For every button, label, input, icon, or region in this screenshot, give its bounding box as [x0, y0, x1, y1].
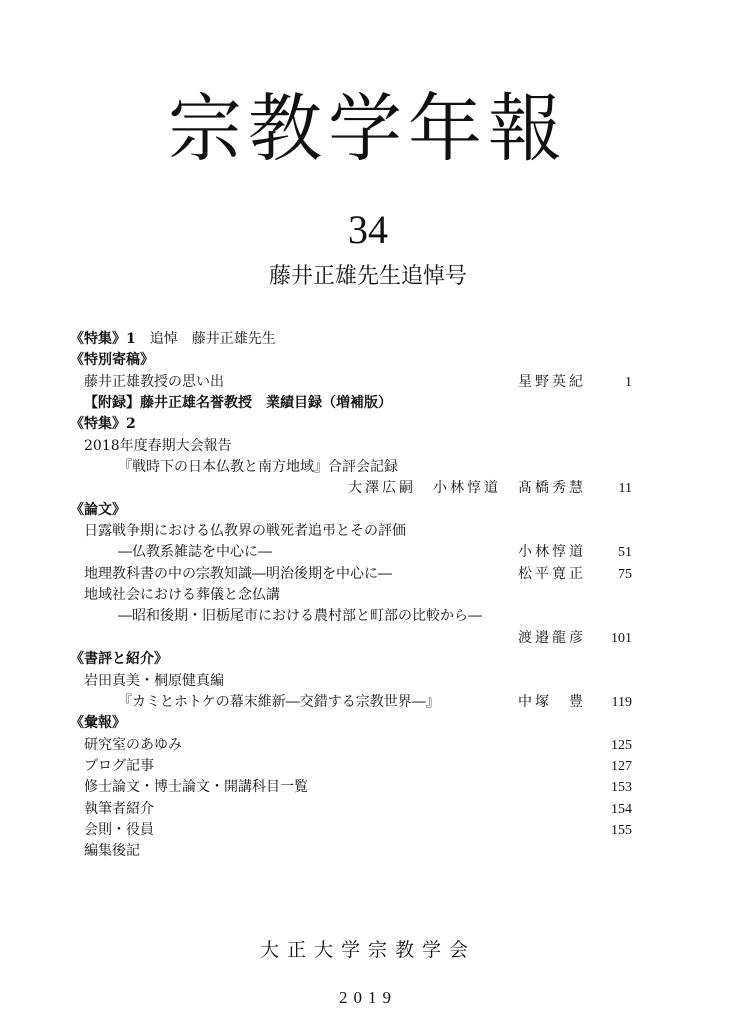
toc-entry	[70, 671, 636, 692]
toc-section-heading	[70, 329, 636, 350]
issue-subtitle: 藤井正雄先生追悼号	[268, 264, 467, 289]
toc-entry	[70, 564, 636, 585]
toc-entry	[70, 393, 636, 414]
toc-entry	[70, 820, 636, 841]
entry-title: 地域社会における葬儀と念仏講	[84, 587, 280, 604]
toc-entry	[70, 756, 636, 777]
entry-author: 中塚 豊	[518, 693, 586, 710]
section-label: 《論文》	[70, 501, 126, 518]
section-title: 追悼 藤井正雄先生	[135, 331, 276, 347]
entry-page-number: 125	[611, 737, 632, 753]
entry-title: ―昭和後期・旧栃尾市における農村部と町部の比較から―	[118, 608, 482, 625]
entry-title: 会則・役員	[84, 821, 154, 838]
entry-title: 【附録】藤井正雄名誉教授 業績目録（増補版）	[84, 395, 392, 412]
entry-page-number: 155	[611, 822, 632, 838]
entry-title: 執筆者紹介	[84, 800, 154, 817]
entry-author: 松平寛正	[518, 565, 586, 582]
entry-title: 編集後記	[84, 843, 140, 860]
volume-number: 34	[348, 207, 388, 252]
toc-entry	[70, 372, 636, 393]
section-label: 《特集》1	[70, 331, 136, 347]
section-label: 《書評と紹介》	[70, 651, 168, 668]
toc-entry	[70, 585, 636, 606]
publisher: 大正大学宗教学会	[259, 939, 476, 961]
toc-entry	[70, 436, 636, 457]
entry-author: 渡邉龍彦	[518, 629, 586, 646]
entry-title: 修士論文・博士論文・開講科目一覧	[84, 779, 308, 796]
section-label: 《特別寄稿》	[70, 352, 154, 369]
toc-entry	[70, 478, 636, 499]
entry-title: 研究室のあゆみ	[84, 736, 182, 753]
entry-page-number: 101	[611, 630, 632, 646]
toc-entry	[70, 542, 636, 563]
entry-title: 地理教科書の中の宗教知識―明治後期を中心に―	[84, 565, 392, 582]
entry-page-number: 75	[618, 566, 632, 582]
toc-entry	[70, 799, 636, 820]
toc-entry	[70, 777, 636, 798]
publication-year: 2019	[339, 988, 397, 1007]
entry-title: 『戦時下の日本仏教と南方地域』合評会記録	[118, 459, 398, 476]
entry-page-number: 127	[611, 758, 632, 774]
entry-page-number: 119	[611, 694, 632, 710]
toc-entry	[70, 521, 636, 542]
toc-entry	[70, 735, 636, 756]
entry-title: 藤井正雄教授の思い出	[84, 373, 224, 390]
toc-entry	[70, 628, 636, 649]
entry-page-number: 1	[625, 374, 632, 390]
table-of-contents	[70, 329, 636, 863]
entry-title: 日露戦争期における仏教界の戦死者追弔とその評価	[84, 523, 406, 540]
entry-page-number: 11	[618, 481, 632, 497]
entry-author: 大澤広嗣 小林惇道 髙橋秀慧	[348, 480, 586, 497]
entry-title: 岩田真美・桐原健真編	[84, 672, 224, 689]
entry-page-number: 51	[618, 545, 632, 561]
section-label: 《特集》2	[70, 416, 136, 433]
toc-entry	[70, 457, 636, 478]
entry-page-number: 153	[611, 780, 632, 796]
toc-entry	[70, 692, 636, 713]
journal-title: 宗教学年報	[168, 86, 568, 172]
toc-section-heading	[70, 713, 636, 734]
entry-author: 小林惇道	[518, 544, 586, 561]
toc-section-heading	[70, 649, 636, 670]
toc-section-heading	[70, 350, 636, 371]
toc-section-heading	[70, 414, 636, 435]
toc-entry	[70, 841, 636, 862]
entry-page-number: 154	[611, 801, 632, 817]
entry-title: ―仏教系雑誌を中心に―	[118, 544, 272, 561]
entry-title: ブログ記事	[84, 757, 154, 774]
toc-section-heading	[70, 500, 636, 521]
toc-entry	[70, 606, 636, 627]
entry-title: 2018年度春期大会報告	[84, 437, 232, 454]
entry-author: 星野英紀	[518, 373, 586, 390]
section-label: 《彙報》	[70, 715, 126, 732]
entry-title: 『カミとホトケの幕末維新―交錯する宗教世界―』	[118, 693, 440, 710]
